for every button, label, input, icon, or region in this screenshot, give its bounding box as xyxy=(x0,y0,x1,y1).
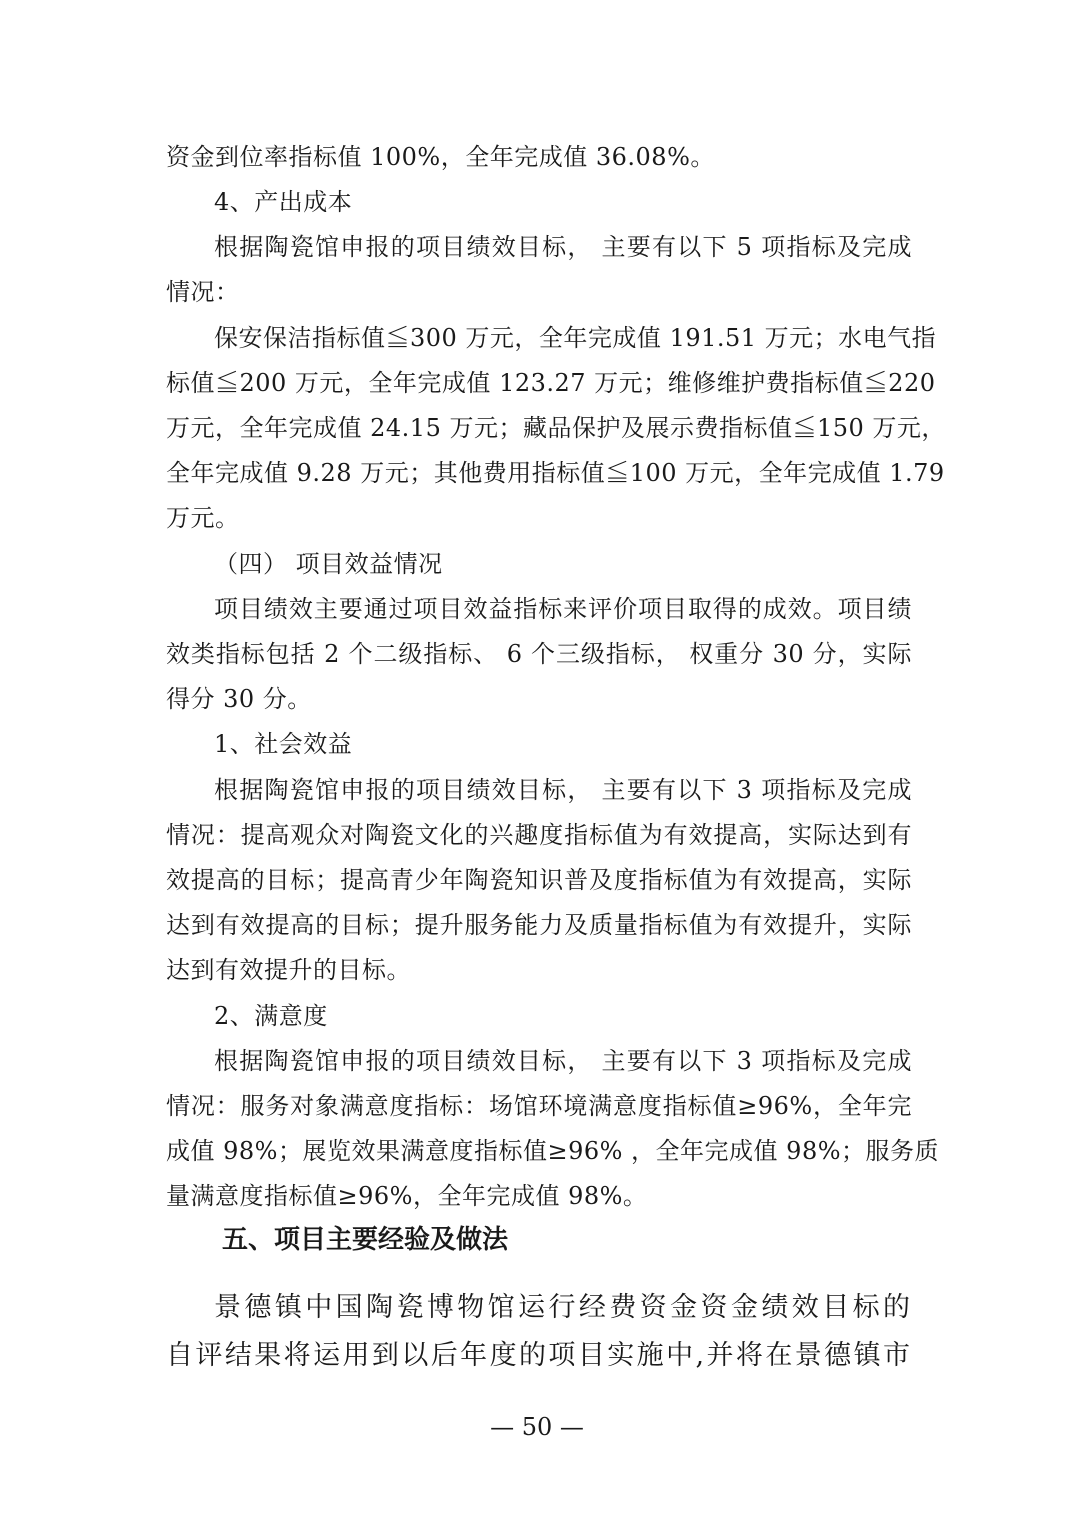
text-line: 效提高的目标；提高青少年陶瓷知识普及度指标值为有效提高，实际 xyxy=(166,866,912,894)
subheading-benefits: （四） 项目效益情况 xyxy=(214,550,443,578)
section-heading: 五、项目主要经验及做法 xyxy=(222,1225,509,1255)
text-line: 标值≦200 万元，全年完成值 123.27 万元；维修维护费指标值≦220 xyxy=(166,369,936,397)
subheading-output-cost: 4、产出成本 xyxy=(214,188,353,216)
text-line: 效类指标包括 2 个二级指标、 6 个三级指标， 权重分 30 分，实际 xyxy=(166,640,912,668)
text-line: 资金到位率指标值 100%，全年完成值 36.08%。 xyxy=(166,143,715,171)
text-line: 情况： xyxy=(166,278,240,306)
text-line: 达到有效提升的目标。 xyxy=(166,956,411,984)
text-line: 保安保洁指标值≦300 万元，全年完成值 191.51 万元；水电气指 xyxy=(214,324,937,352)
text-line: 自评结果将运用到以后年度的项目实施中,并将在景德镇市 xyxy=(166,1340,912,1371)
subheading-satisfaction: 2、满意度 xyxy=(214,1002,328,1030)
page-number: — 50 — xyxy=(490,1413,584,1441)
subheading-social-benefits: 1、社会效益 xyxy=(214,730,353,758)
text-line: 根据陶瓷馆申报的项目绩效目标， 主要有以下 5 项指标及完成 xyxy=(214,233,912,261)
text-line: 量满意度指标值≥96%，全年完成值 98%。 xyxy=(166,1182,648,1210)
text-line: 全年完成值 9.28 万元；其他费用指标值≦100 万元，全年完成值 1.79 xyxy=(166,459,945,487)
text-line: 根据陶瓷馆申报的项目绩效目标， 主要有以下 3 项指标及完成 xyxy=(214,776,912,804)
text-line: 景德镇中国陶瓷博物馆运行经费资金资金绩效目标的 xyxy=(214,1292,912,1323)
text-line: 达到有效提高的目标；提升服务能力及质量指标值为有效提升，实际 xyxy=(166,911,912,939)
text-line: 得分 30 分。 xyxy=(166,685,312,713)
text-line: 万元。 xyxy=(166,504,240,532)
text-line: 情况：提高观众对陶瓷文化的兴趣度指标值为有效提高，实际达到有 xyxy=(166,821,912,849)
text-line: 根据陶瓷馆申报的项目绩效目标， 主要有以下 3 项指标及完成 xyxy=(214,1047,912,1075)
text-line: 情况：服务对象满意度指标：场馆环境满意度指标值≥96%，全年完 xyxy=(166,1092,912,1120)
text-line: 万元，全年完成值 24.15 万元；藏品保护及展示费指标值≦150 万元， xyxy=(166,414,946,442)
text-line: 项目绩效主要通过项目效益指标来评价项目取得的成效。项目绩 xyxy=(214,595,912,623)
text-line: 成值 98%；展览效果满意度指标值≥96% ，全年完成值 98%；服务质 xyxy=(166,1137,940,1165)
